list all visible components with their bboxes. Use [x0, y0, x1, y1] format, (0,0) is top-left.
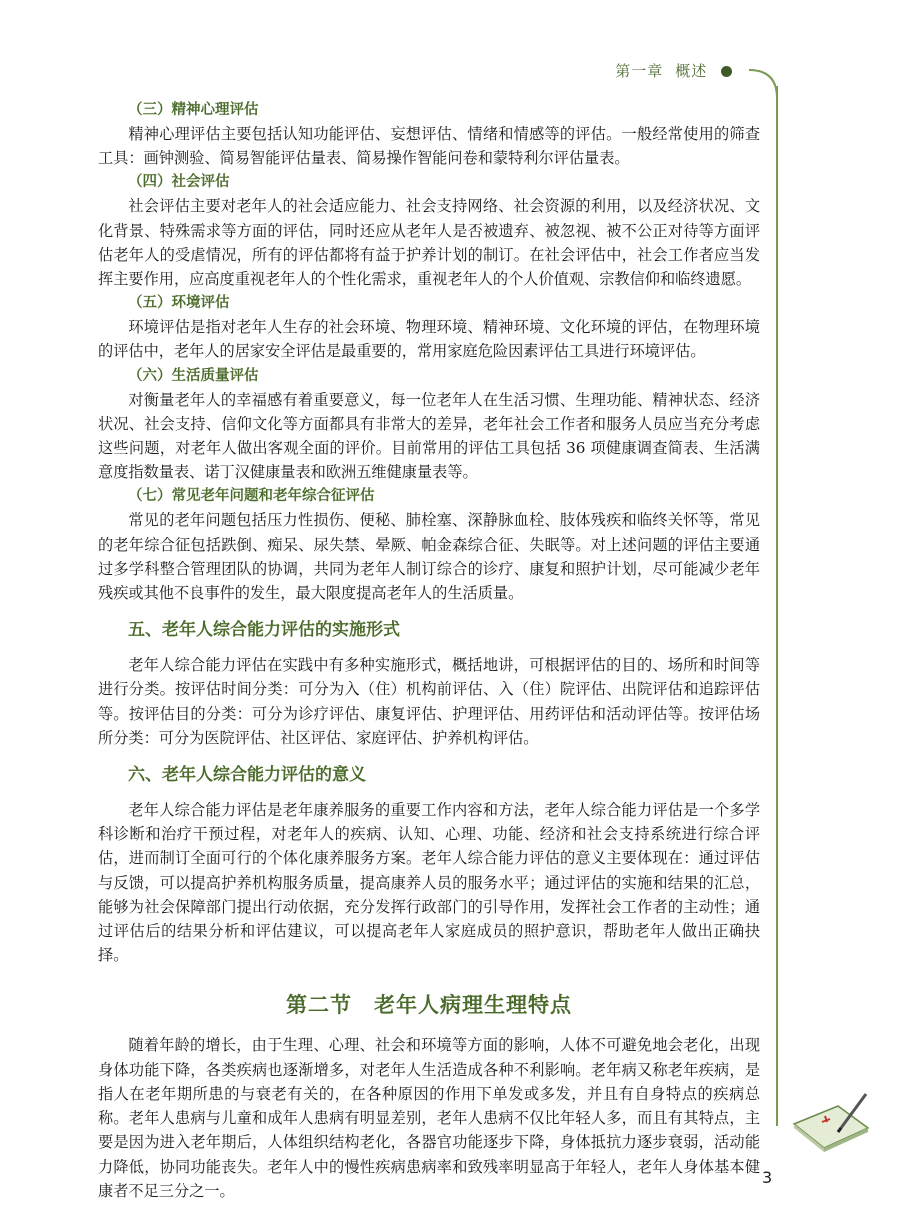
subsection-heading: （六）生活质量评估: [128, 367, 259, 384]
clipboard-pen-icon: [788, 1088, 872, 1154]
running-head: [615, 60, 732, 81]
subsection-heading: （四）社会评估: [128, 174, 230, 191]
section-heading: 五、老年人综合能力评估的实施形式: [128, 620, 400, 641]
paragraph: 社会评估主要对老年人的社会适应能力、社会支持网络、社会资源的利用，以及经济状况、文化背景、特殊需求等方面的评估，同时还应从老年人是否被遗弃、被忽视、被不公正对待等方面评估老年人的受虐情况，所有的评估都将有益于护养计划的制订。在社会评估中，社会工作者应当发挥主要作用，应高度重视老年人的个性化需求，重视老年人的个人价值观、宗教信仰和临终遗愿。: [98, 197, 760, 289]
running-head-title: 概述: [675, 62, 708, 80]
paragraph: 随着年龄的增长，由于生理、心理、社会和环境等方面的影响，人体不可避免地会老化，出现身体功能下降，各类疾病也逐渐增多，对老年人生活造成各种不利影响。老年病又称老年疾病，是指人在老年期所患的与衰老有关的，在各种原因的作用下单发或多发，并且有自身特点的疾病总称。老年人患病与儿童和成年人患病有明显差别，老年人患病不仅比年轻人多，而且有其特点，主要是因为进入老年期后，人体组织结构老化，各器官功能逐步下降，身体抵抗力逐步衰弱，活动能力降低，协同功能丧失。老年人中的慢性疾病患病率和致残率明显高于年轻人，老年人身体基本健康者不足三分之一。: [98, 1036, 760, 1200]
page-number: 3: [762, 1168, 773, 1187]
paragraph: 精神心理评估主要包括认知功能评估、妄想评估、情绪和情感等的评估。一般经常使用的筛查工具：画钟测验、简易智能评估量表、简易操作智能问卷和蒙特利尔评估量表。: [98, 125, 760, 168]
subsection-heading: （三）精神心理评估: [128, 102, 259, 118]
bullet-dot-icon: [721, 66, 732, 77]
running-head-chapter: 第一章: [615, 62, 664, 80]
subsection-heading: （五）环境评估: [128, 295, 230, 312]
paragraph: 老年人综合能力评估是老年康养服务的重要工作内容和方法，老年人综合能力评估是一个多学科诊断和治疗干预过程，对老年人的疾病、认知、心理、功能、经济和社会支持系统进行综合评估，进而制订全面可行的个体化康养服务方案。老年人综合能力评估的意义主要体现在：通过评估与反馈，可以提高护养机构服务质量，提高康养人员的服务水平；通过评估的实施和结果的汇总，能够为社会保障部门提出行动依据，充分发挥行政部门的引导作用，发挥社会工作者的主动性；通过评估后的结果分析和评估建议，可以提高老年人家庭成员的照护意识，帮助老年人做出正确抉择。: [98, 801, 760, 965]
body-text: [98, 98, 760, 1203]
header-curve-ornament: [745, 62, 785, 102]
paragraph: 对衡量老年人的幸福感有着重要意义，每一位老年人在生活习惯、生理功能、精神状态、经济状况、社会支持、信仰文化等方面都具有非常大的差异，老年社会工作者和服务人员应当充分考虑这些问题，对老年人做出客观全面的评价。目前常用的评估工具包括 36 项健康调查简表、生活满意度指数量表、诺丁汉健康量表和欧洲五维健康量表等。: [98, 390, 760, 482]
margin-rule: [776, 86, 778, 1126]
chapter-section-title: 第二节 老年人病理生理特点: [286, 993, 572, 1018]
paragraph: 常见的老年问题包括压力性损伤、便秘、肺栓塞、深静脉血栓、肢体残疾和临终关怀等，常见的老年综合征包括跌倒、痴呆、尿失禁、晕厥、帕金森综合征、失眠等。对上述问题的评估主要通过多学科整合管理团队的协调，共同为老年人制订综合的诊疗、康复和照护计划，尽可能减少老年残疾或其他不良事件的发生，最大限度提高老年人的生活质量。: [98, 511, 760, 603]
paragraph: 老年人综合能力评估在实践中有多种实施形式，概括地讲，可根据评估的目的、场所和时间等进行分类。按评估时间分类：可分为入（住）机构前评估、入（住）院评估、出院评估和追踪评估等。按评估目的分类：可分为诊疗评估、康复评估、护理评估、用药评估和活动评估等。按评估场所分类：可分为医院评估、社区评估、家庭评估、护养机构评估。: [98, 656, 760, 747]
section-heading: 六、老年人综合能力评估的意义: [128, 765, 366, 786]
paragraph: 环境评估是指对老年人生存的社会环境、物理环境、精神环境、文化环境的评估，在物理环境的评估中，老年人的居家安全评估是最重要的，常用家庭危险因素评估工具进行环境评估。: [98, 318, 760, 361]
subsection-heading: （七）常见老年问题和老年综合征评估: [128, 488, 375, 505]
